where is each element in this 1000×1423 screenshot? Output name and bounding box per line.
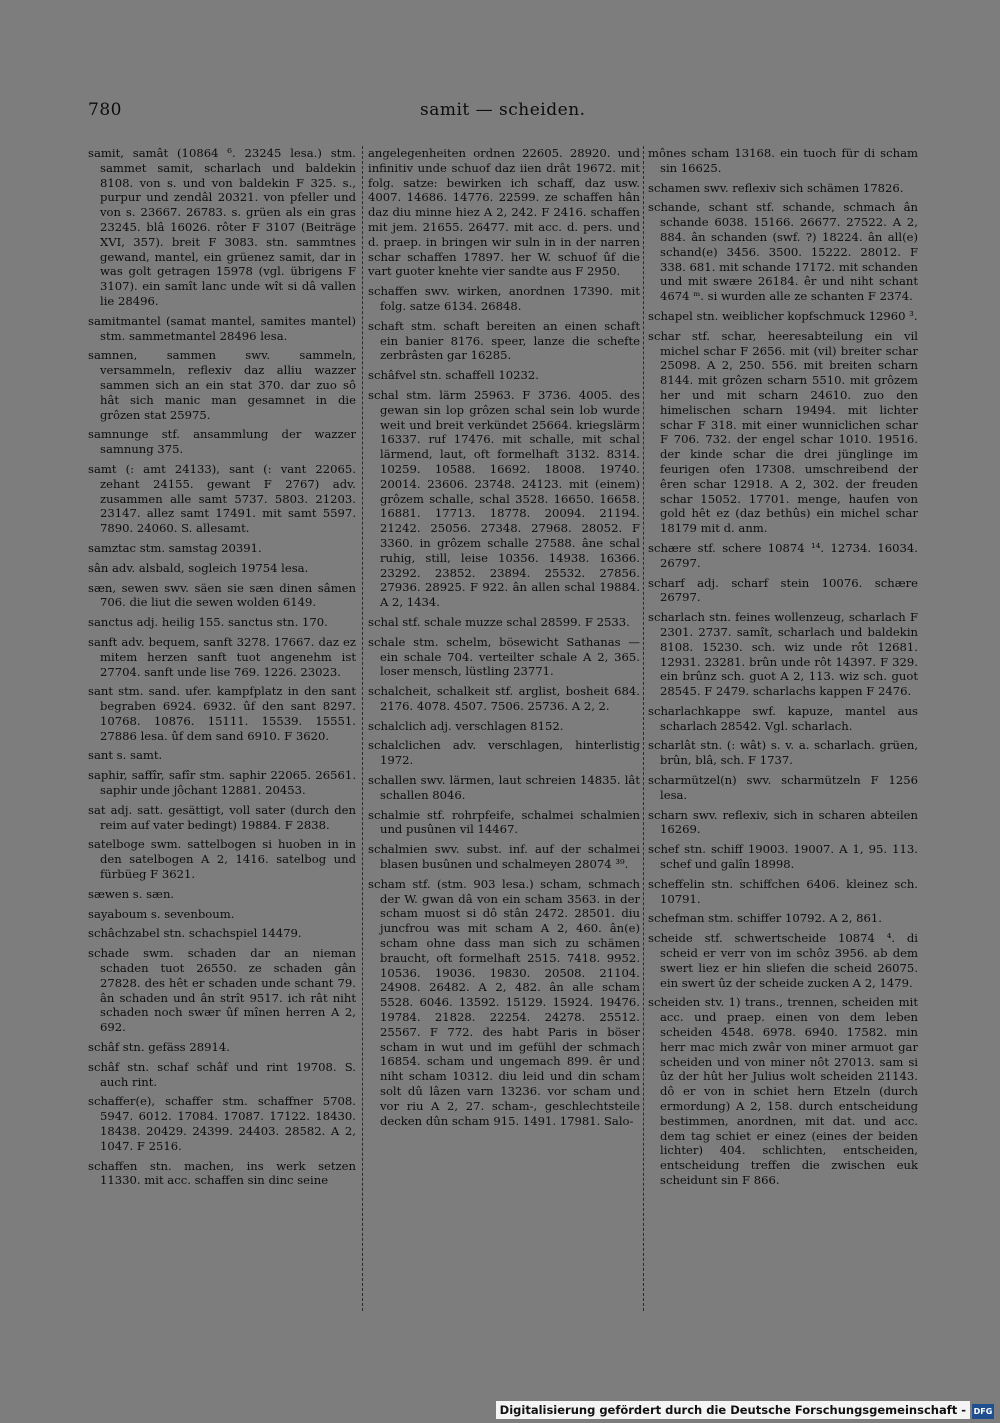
dictionary-entry: sant stm. sand. ufer. kampfplatz in den sant begraben 6924. 6932. ûf den sant 8297. 10768. 10876. 15111. 15539. 15551. 27886 lesa. ûf dem sand 6910. F 3620. bbox=[88, 684, 356, 743]
dictionary-entry: schalmie stf. rohrpfeife, schalmei schalmien und pusûnen vil 14467. bbox=[368, 807, 640, 837]
column-divider bbox=[643, 146, 644, 1311]
dictionary-entry: satelboge swm. sattelbogen si huoben in in den satelbogen A 2, 1416. satelbog und fürbüeg F 3621. bbox=[88, 837, 356, 882]
dictionary-entry: mônes scham 13168. ein tuoch für di scham sin 16625. bbox=[648, 146, 918, 175]
footer-bar bbox=[0, 1397, 1000, 1423]
dictionary-entry: samit, samât (10864 ⁶. 23245 lesa.) stm. sammet samit, scharlach und baldekin 8108. von s. und von baldekin F 325. s., purpur und zendâl 20321. von pfeller und von s. 23667. 26783. s. grüen als ein gras 23245. blâ 16026. rôter F 3107 (Beiträge XVI, 357). breit F 3083. stn. sammtnes gewand, mantel, ein grüenez samit, dar in was golt getragen 15978 (vgl. übrigens F 3107). ein samît lanc unde wît si dâ vallen lie 28496. bbox=[88, 146, 356, 308]
dictionary-column-1 bbox=[88, 146, 356, 1306]
dictionary-entry: samztac stm. samstag 20391. bbox=[88, 540, 262, 555]
dictionary-entry: sân adv. alsbald, sogleich 19754 lesa. bbox=[88, 560, 309, 575]
dictionary-entry: scheiden stv. 1) trans., trennen, scheiden mit acc. und praep. einen von dem leben scheiden 4548. 6978. 6940. 17582. min herr mac mich zwâr von miner armuot gar scheiden und von miner nôt 27013. sam si ûz der hût her Julius wolt scheiden 21143. dô er von in schiet hern Etzeln (durch ermordung) A 2, 158. durch entscheidung bestimmen, anordnen, mit dat. und acc. dem tag schiet er einez (eines der beiden lichter) 404. schlichten, entscheiden, entscheidung treffen die zwischen euk scheidunt sin F 866. bbox=[648, 995, 918, 1187]
dictionary-entry: schâf stn. schaf schâf und rint 19708. S. auch rint. bbox=[88, 1059, 356, 1089]
dictionary-entry: sat adj. satt. gesättigt, voll sater (durch den reim auf vater bedingt) 19884. F 2838. bbox=[88, 802, 356, 832]
dictionary-column-2 bbox=[368, 146, 640, 1306]
dictionary-entry: samnunge stf. ansammlung der wazzer samnung 375. bbox=[88, 427, 356, 457]
dictionary-entry: scheide stf. schwertscheide 10874 ⁴. di scheid er verr von im schôz 3956. ab dem swert liez er hin sliefen die scheid 26075. ein swert ûz der scheide zucken A 2, 1479. bbox=[648, 931, 918, 990]
dictionary-entry: schâchzabel stn. schachspiel 14479. bbox=[88, 926, 302, 941]
dictionary-entry: samitmantel (samat mantel, samites mantel) stm. sammetmantel 28496 lesa. bbox=[88, 313, 356, 343]
dictionary-entry: scharmützel(n) swv. scharmützeln F 1256 lesa. bbox=[648, 773, 918, 802]
dictionary-entry: schapel stn. weiblicher kopfschmuck 12960 ³. bbox=[648, 308, 918, 323]
dictionary-entry: schef stn. schiff 19003. 19007. A 1, 95. 113. schef und galîn 18998. bbox=[648, 842, 918, 872]
dictionary-entry: sæwen s. sæn. bbox=[88, 886, 175, 901]
dictionary-entry: schande, schant stf. schande, schmach ân schande 6038. 15166. 26677. 27522. A 2, 884. ân schanden (swf. ?) 18224. ân all(e) schand(e) 3456. 3500. 15222. 28012. F 338. 681. mit schande 17172. mit schanden und mit swære 26184. êr und niht schant 4674 ᵐ. si wurden alle ze schanten F 2374. bbox=[648, 200, 918, 304]
funding-credit: Digitalisierung gefördert durch die Deutsche Forschungsgemeinschaft - bbox=[496, 1401, 970, 1419]
dictionary-entry: sanctus adj. heilig 155. sanctus stn. 170. bbox=[88, 615, 328, 630]
dictionary-entry: schaffen swv. wirken, anordnen 17390. mit folg. satze 6134. 26848. bbox=[368, 284, 640, 313]
dictionary-entry: angelegenheiten ordnen 22605. 28920. und infinitiv unde schuof daz iien drât 19672. mit folg. satze: bewirken ich schaff, daz usw. 4007. 14686. 14776. 22599. ze schaffen hân daz diu minne hiez A 2, 242. F 2416. schaffen mit jem. 21655. 26477. mit acc. d. pers. und d. praep. in bringen wir suln in in der narren schar schaffen 17897. her W. schuof ûf die vart guoter knehte vier sandte aus F 2950. bbox=[368, 146, 640, 279]
dictionary-entry: schal stm. lärm 25963. F 3736. 4005. des gewan sin lop grôzen schal sein lob wurde weit und breit verkündet 25664. kriegslärm 16337. ruf 17476. mit schalle, mit schal lärmend, laut, oft formelhaft 3132. 8314. 10259. 10588. 16692. 18008. 19740. 20014. 23606. 23748. 24123. mit (einem) grôzem schalle, schal 3528. 16650. 16658. 16881. 17713. 18778. 20094. 21194. 21242. 25056. 27348. 27968. 28052. F 3360. in grôzem schalle 27588. âne schal ruhig, still, leise 10356. 14938. 16366. 23292. 23852. 23894. 25532. 27856. 27936. 28925. F 922. ân allen schal 19884. A 2, 1434. bbox=[368, 387, 640, 610]
dictionary-entry: schære stf. schere 10874 ¹⁴. 12734. 16034. 26797. bbox=[648, 540, 918, 570]
dictionary-entry: schalcheit, schalkeit stf. arglist, bosheit 684. 2176. 4078. 4507. 7506. 25736. A 2, 2. bbox=[368, 684, 640, 713]
dictionary-entry: schamen swv. reflexiv sich schämen 17826. bbox=[648, 180, 904, 195]
dictionary-entry: schaft stm. schaft bereiten an einen schaft ein banier 8176. speer, lanze die schefte zerbrâsten gar 16285. bbox=[368, 318, 640, 363]
dictionary-entry: samnen, sammen swv. sammeln, versammeln, reflexiv daz alliu wazzer sammen sich an ein stat 370. dar zuo sô hât sich manic man gesamnet in die grôzen stat 25975. bbox=[88, 348, 356, 422]
dictionary-entry: schal stf. schale muzze schal 28599. F 2533. bbox=[368, 614, 630, 629]
column-divider bbox=[362, 146, 363, 1311]
dictionary-entry: sayaboum s. sevenboum. bbox=[88, 906, 235, 921]
dictionary-entry: schalclich adj. verschlagen 8152. bbox=[368, 718, 564, 733]
dictionary-entry: sæn, sewen swv. säen sie sæn dinen sâmen 706. die liut die sewen wolden 6149. bbox=[88, 580, 356, 610]
dictionary-entry: scharlach stn. feines wollenzeug, scharlach F 2301. 2737. samît, scharlach und baldekin 8108. 15230. sch. wiz unde rôt 12681. 12931. 23281. brûn unde rôt 14397. F 329. ein brûnz sch. guot A 2, 113. wiz sch. guot 28545. F 2479. scharlachs kappen F 2476. bbox=[648, 610, 918, 699]
dictionary-entry: schâf stn. gefäss 28914. bbox=[88, 1040, 230, 1055]
dictionary-entry: sanft adv. bequem, sanft 3278. 17667. daz ez mitem herzen sanft tuot angenehm ist 27704. sanft unde lise 769. 1226. 23023. bbox=[88, 634, 356, 679]
dictionary-entry: schaffen stn. machen, ins werk setzen 11330. mit acc. schaffen sin dinc seine bbox=[88, 1158, 356, 1188]
dictionary-entry: schalclichen adv. verschlagen, hinterlistig 1972. bbox=[368, 738, 640, 768]
dictionary-entry: schale stm. schelm, bösewicht Sathanas — ein schale 704. verteilter schale A 2, 365. loser mensch, lüstling 23771. bbox=[368, 634, 640, 679]
dictionary-entry: samt (: amt 24133), sant (: vant 22065. zehant 24155. gewant F 2767) adv. zusammen alle samt 5737. 5803. 21203. 23147. allez samt 17491. mit samt 5597. 7890. 24060. S. allesamt. bbox=[88, 461, 356, 536]
dictionary-entry: saphir, saffîr, safîr stm. saphir 22065. 26561. saphir unde jôchant 12881. 20453. bbox=[88, 768, 356, 798]
dictionary-entry: schar stf. schar, heeresabteilung ein vil michel schar F 2656. mit (vil) breiter schar 25098. A 2, 250. 556. mit breiten scharn 8144. mit grôzen scharn 5510. mit grôzem her und mit scharn 24610. zuo den himelischen scharn 19494. mit lichter schar F 318. mit einer wunniclichen schar F 706. 732. der engel schar 1010. 19516. der kinde schar die drei jünglinge im feurigen ofen 17308. umschreibend der êren schar 12918. A 2, 302. der freuden schar 15052. 17701. menge, haufen von gold hêt ez (daz bethûs) ein michel schar 18179 mit d. anm. bbox=[648, 328, 918, 536]
dictionary-entry: scharf adj. scharf stein 10076. schære 26797. bbox=[648, 575, 918, 605]
dictionary-entry: scharlachkappe swf. kapuze, mantel aus scharlach 28542. Vgl. scharlach. bbox=[648, 703, 918, 733]
dictionary-entry: scharn swv. reflexiv, sich in scharen abteilen 16269. bbox=[648, 807, 918, 837]
dictionary-entry: schallen swv. lärmen, laut schreien 14835. lât schallen 8046. bbox=[368, 773, 640, 802]
page-number: 780 bbox=[88, 100, 122, 120]
dictionary-entry: schade swm. schaden dar an nieman schaden tuot 26550. ze schaden gân 27828. des hêt er schaden unde schant 79. ân schaden und ân strît 9517. ich rât niht schaden noch swær ûf mînen herren A 2, 692. bbox=[88, 946, 356, 1035]
dictionary-column-3 bbox=[648, 146, 918, 1306]
running-head: samit — scheiden. bbox=[420, 100, 586, 120]
dictionary-entry: scharlât stn. (: wât) s. v. a. scharlach. grüen, brûn, blâ, sch. F 1737. bbox=[648, 738, 918, 768]
dictionary-entry: schalmien swv. subst. inf. auf der schalmei blasen busûnen und schalmeyen 28074 ³⁹. bbox=[368, 842, 640, 872]
dictionary-entry: schefman stm. schiffer 10792. A 2, 861. bbox=[648, 911, 882, 926]
dfg-logo: DFG bbox=[972, 1404, 994, 1419]
dictionary-entry: sant s. samt. bbox=[88, 748, 163, 763]
dictionary-entry: scham stf. (stm. 903 lesa.) scham, schmach der W. gwan dâ von ein scham 3563. in der scham muost si dô stân 2472. 28501. diu juncfrou was mit scham A 2, 460. ân(e) scham ohne dass man sich zu schämen braucht, oft formelhaft 2515. 7418. 9952. 10536. 19036. 19830. 20508. 21104. 24908. 26482. A 2, 482. ân alle scham 5528. 6046. 13592. 15129. 15924. 19476. 19784. 21828. 22254. 24278. 25512. 25567. F 772. des habt Paris in böser scham in wut und im gefühl der schmach 16854. scham und ungemach 899. êr und niht scham 10312. diu leid und din scham solt dû lâzen varn 13236. vor scham und vor riu A 2, 27. scham-, geschlechtsteile decken dûn scham 915. 1491. 17981. Salo- bbox=[368, 876, 640, 1128]
dictionary-entry: scheffelin stn. schiffchen 6406. kleinez sch. 10791. bbox=[648, 876, 918, 906]
dictionary-entry: schaffer(e), schaffer stm. schaffner 5708. 5947. 6012. 17084. 17087. 17122. 18430. 18438. 20429. 24399. 24403. 28582. A 2, 1047. F 2516. bbox=[88, 1094, 356, 1153]
dictionary-entry: schâfvel stn. schaffell 10232. bbox=[368, 368, 539, 383]
